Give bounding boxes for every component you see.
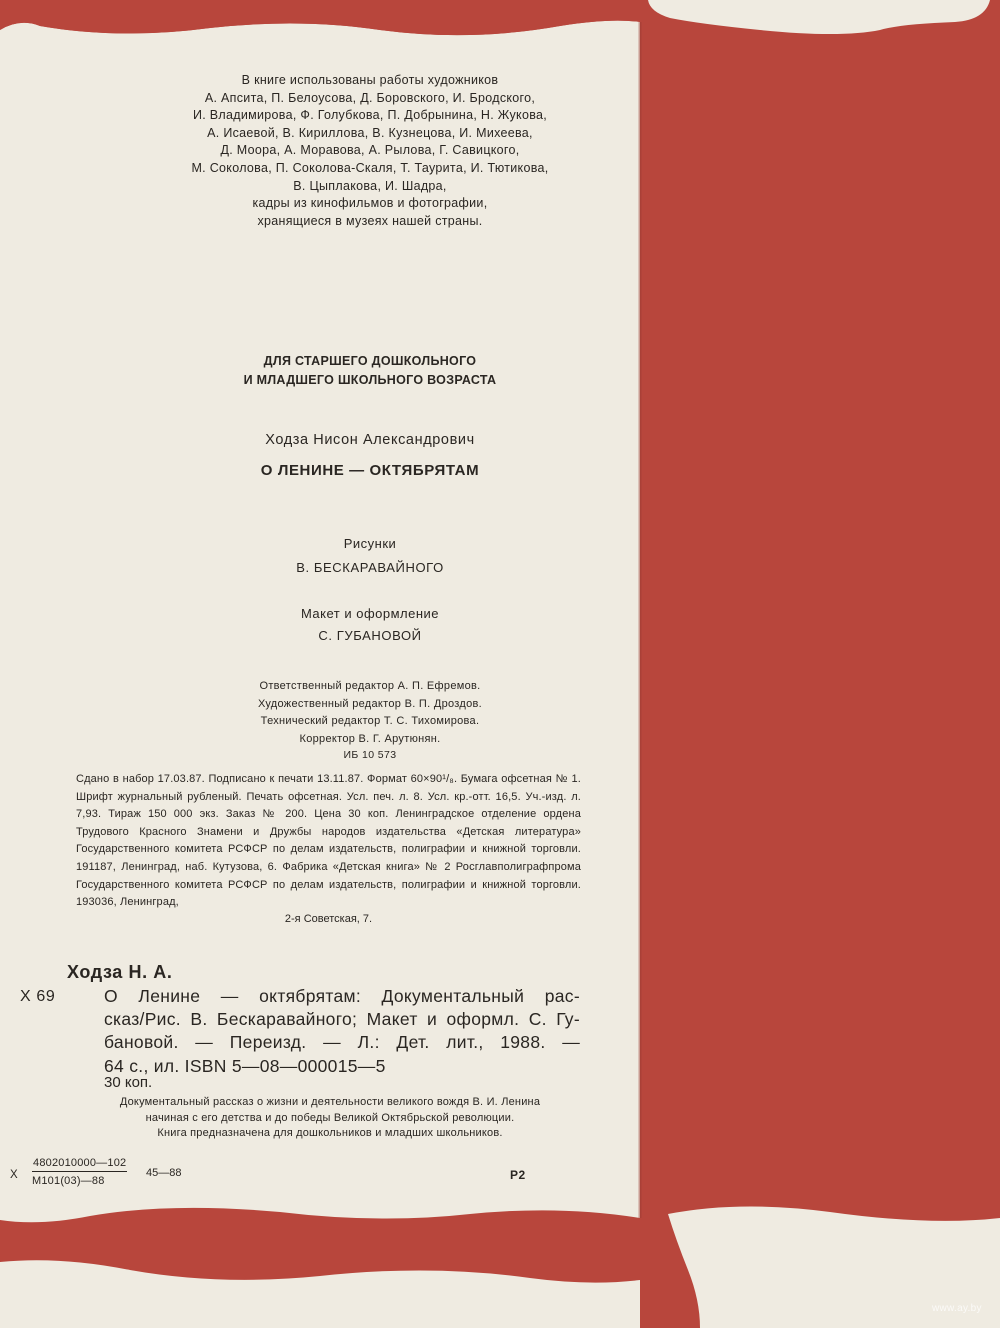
credits-line: И. Владимирова, Ф. Голубкова, П. Добрынина, Н. Жукова, — [192, 108, 548, 123]
annotation-line: Документальный рассказ о жизни и деятельности великого вождя В. И. Ленина — [119, 1096, 541, 1108]
artists-credits — [80, 72, 660, 230]
credits-line: А. Исаевой, В. Кириллова, В. Кузнецова, И. Михеева, — [207, 125, 533, 140]
bib-line: 64 с., ил. ISBN 5—08—000015—5 — [104, 1055, 386, 1076]
editors-list — [110, 678, 630, 748]
ib-number: ИБ 10 573 — [343, 749, 397, 761]
audience-line-1: ДЛЯ СТАРШЕГО ДОШКОЛЬНОГО — [263, 354, 477, 368]
credits-line: В. Цыплакова, И. Шадра, — [293, 178, 447, 193]
site-watermark: www.ay.by — [932, 1303, 982, 1314]
bib-line: сказ/Рис. В. Бескаравайного; Макет и оформл. С. Гу- — [104, 1009, 580, 1030]
credits-line: А. Апсита, П. Белоусова, Д. Боровского, И. Бродского, — [204, 90, 536, 105]
bibliographic-author: Ходза Н. А. — [67, 962, 173, 982]
fraction-prefix: Х — [10, 1169, 18, 1181]
credits-line: хранящиеся в музеях нашей страны. — [257, 213, 483, 228]
fraction-suffix: 45—88 — [146, 1167, 182, 1179]
credits-line: Д. Моора, А. Моравова, А. Рылова, Г. Савицкого, — [220, 143, 520, 158]
credits-line: М. Соколова, П. Соколова-Скаля, Т. Таурита, И. Тютикова, — [191, 160, 549, 175]
fraction-numerator: 4802010000—102 — [32, 1157, 127, 1172]
illustrations-label: Рисунки — [343, 536, 397, 551]
printing-imprint: Сдано в набор 17.03.87. Подписано к печати 13.11.87. Формат 60×90¹/₈. Бумага офсетная № 1. Шрифт журнальный рубленый. Печать офсетная. Усл. печ. л. 8. Усл. кр.-отт. 16,5. Уч.-изд. л. 7,93. Тираж 150 000 экз. Заказ № 200. Цена 30 коп. Ленинградское отделение ордена Трудового Красного Знамени и Дружбы народов издательства «Детская литература» Государственного комитета РСФСР по делам издательств, полиграфии и книжной торговли. 191187, Ленинград, наб. Кутузова, 6. Фабрика «Детская книга» № 2 Росглавполиграфпрома Государственного комитета РСФСР по делам издательств, полиграфии и книжной торговли. 193036, Ленинград, — [76, 773, 581, 909]
author-mark-code: Х 69 — [20, 988, 56, 1005]
annotation-line: начиная с его детства и до победы Великой Октябрьской революции. — [145, 1111, 515, 1124]
book-price: 30 коп. — [104, 1074, 153, 1091]
bibliographic-description — [104, 985, 580, 1078]
bib-line: О Ленине — октябрятам: Документальный рас- — [104, 986, 580, 1006]
section-mark: Р2 — [510, 1168, 526, 1182]
age-audience — [120, 352, 620, 390]
annotation-line: Книга предназначена для дошкольников и младших школьников. — [157, 1127, 503, 1139]
designer-name: С. ГУБАНОВОЙ — [318, 628, 422, 643]
printing-imprint-address: 2-я Советская, 7. — [284, 913, 373, 925]
credits-line: В книге использованы работы художников — [241, 73, 499, 87]
editor-line: Корректор В. Г. Арутюнян. — [299, 732, 441, 745]
credits-line: кадры из кинофильмов и фотографии, — [252, 196, 488, 211]
editor-line: Технический редактор Т. С. Тихомирова. — [260, 715, 480, 727]
bib-line: бановой. — Переизд. — Л.: Дет. лит., 1988. — — [104, 1032, 580, 1053]
audience-line-2: И МЛАДШЕГО ШКОЛЬНОГО ВОЗРАСТА — [243, 373, 497, 387]
editor-line: Ответственный редактор А. П. Ефремов. — [259, 680, 481, 692]
fraction-denominator: М101(03)—88 — [32, 1175, 105, 1187]
book-title: О ЛЕНИНЕ — ОКТЯБРЯТАМ — [260, 462, 480, 479]
illustrator-name: В. БЕСКАРАВАЙНОГО — [296, 560, 444, 575]
book-annotation — [80, 1095, 580, 1142]
editor-line: Художественный редактор В. П. Дроздов. — [257, 697, 483, 710]
author-name: Ходза Нисон Александрович — [265, 432, 475, 448]
layout-design-label: Макет и оформление — [300, 606, 440, 621]
